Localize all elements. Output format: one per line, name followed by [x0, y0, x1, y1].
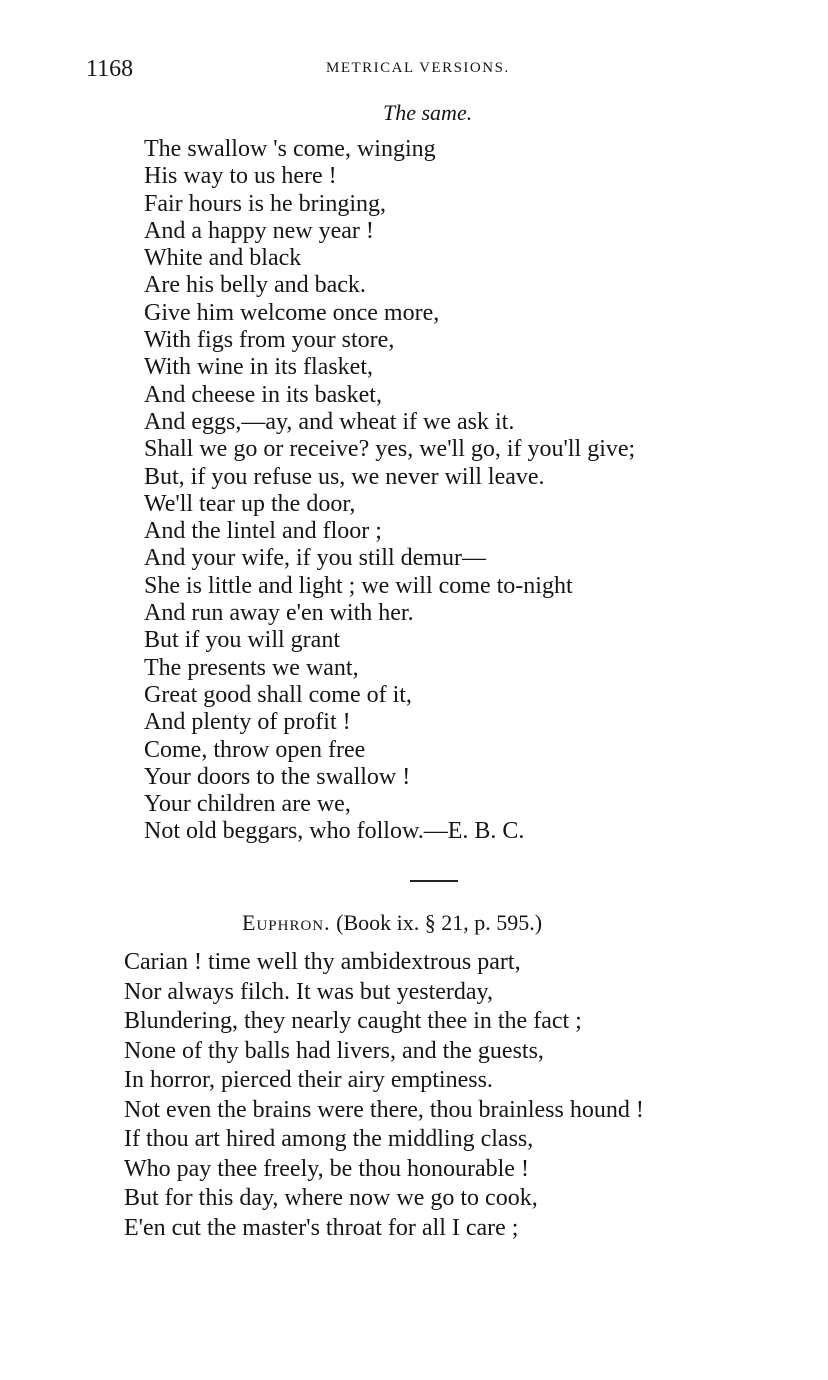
- poem-line: She is little and light ; we will come to-night: [144, 572, 573, 599]
- poem-line: And a happy new year !: [144, 217, 374, 244]
- poem-line: With figs from your store,: [144, 327, 395, 354]
- poem-line: But if you will grant: [144, 627, 340, 654]
- poem-line: Come, throw open free: [144, 736, 366, 763]
- poem-line: But, if you refuse us, we never will leave.: [144, 463, 545, 490]
- poem-line: In horror, pierced their airy emptiness.: [124, 1067, 493, 1093]
- poem-line: Nor always filch. It was but yesterday,: [124, 978, 493, 1005]
- poem-line: Not even the brains were there, thou brainless hound !: [124, 1096, 644, 1123]
- page-number: 1168: [86, 56, 134, 82]
- poem-line: And the lintel and floor ;: [144, 518, 382, 545]
- poem-line: The swallow 's come, winging: [144, 136, 436, 162]
- poem-line: If thou art hired among the middling class,: [124, 1126, 534, 1152]
- section-heading: [242, 910, 542, 936]
- poem-line: None of thy balls had livers, and the guests,: [124, 1037, 544, 1064]
- section-author: Euphron.: [242, 910, 331, 935]
- poem-line: Not old beggars, who follow.—E. B. C.: [144, 818, 525, 845]
- poem-line: And run away e'en with her.: [144, 600, 414, 627]
- running-head: METRICAL VERSIONS.: [326, 60, 510, 76]
- section-title: The same.: [383, 100, 473, 125]
- poem-line: And cheese in its basket,: [144, 381, 382, 408]
- poem-line: With wine in its flasket,: [144, 354, 373, 381]
- poem-line: But for this day, where now we go to cook,: [124, 1185, 538, 1211]
- poem-euphron: [124, 948, 644, 1243]
- poem-line: And eggs,—ay, and wheat if we ask it.: [144, 408, 515, 435]
- poem-swallow-song: [144, 136, 635, 846]
- poem-line: Fair hours is he bringing,: [144, 190, 386, 217]
- section-reference: (Book ix. § 21, p. 595.): [336, 910, 543, 935]
- poem-line: Who pay thee freely, be thou honourable !: [124, 1155, 529, 1182]
- poem-line: The presents we want,: [144, 654, 359, 681]
- poem-line: Carian ! time well thy ambidextrous part,: [124, 949, 521, 975]
- poem-line: His way to us here !: [144, 163, 337, 190]
- poem-line: Give him welcome once more,: [144, 299, 440, 326]
- poem-line: Great good shall come of it,: [144, 681, 412, 708]
- poem-line: We'll tear up the door,: [144, 490, 356, 517]
- page-header: [86, 56, 742, 88]
- poem-line: Are his belly and back.: [144, 272, 366, 299]
- poem-line: White and black: [144, 245, 302, 272]
- poem-line: Your children are we,: [144, 791, 351, 818]
- section-divider: [410, 880, 458, 882]
- poem-line: E'en cut the master's throat for all I care ;: [124, 1214, 519, 1241]
- poem-line: Shall we go or receive? yes, we'll go, if you'll give;: [144, 436, 636, 463]
- poem-line: And plenty of profit !: [144, 709, 351, 736]
- poem-line: Your doors to the swallow !: [144, 763, 411, 790]
- poem-line: Blundering, they nearly caught thee in the fact ;: [124, 1008, 582, 1034]
- poem-line: And your wife, if you still demur—: [144, 545, 486, 572]
